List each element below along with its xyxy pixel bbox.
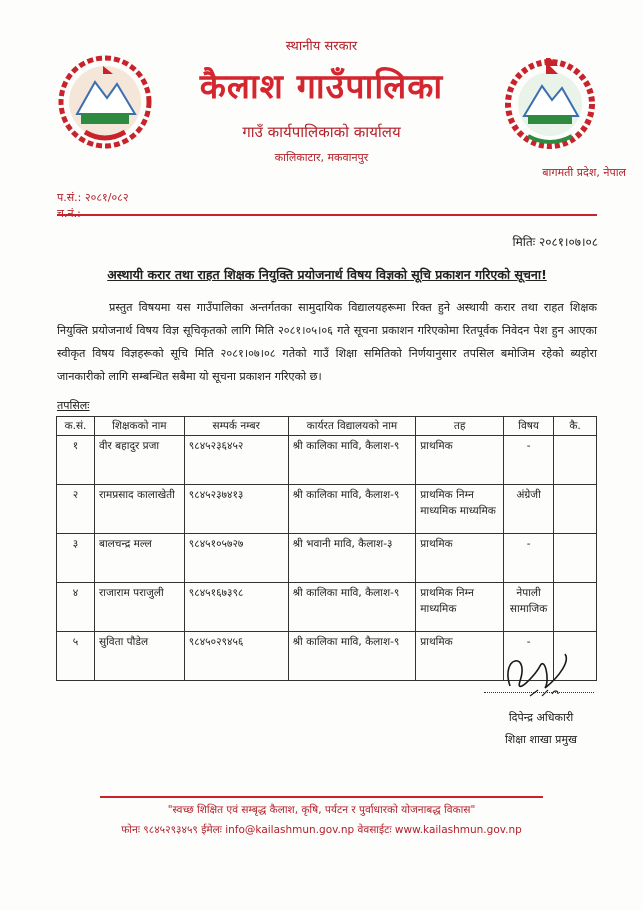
notice-date: मितिः २०८१।०७।०८ [512,235,598,249]
column-header-name: शिक्षकको नाम [94,417,184,436]
organization-name: कैलाश गाउँपालिका [199,67,444,107]
column-header-remarks: कै. [554,417,597,436]
cell-phone: ९८४५१६७३९८ [184,583,288,632]
cell-level: प्राथमिक [416,534,504,583]
cell-level: प्राथमिक [416,436,504,485]
cell-school: श्री कालिका मावि, कैलाश-९ [288,485,416,534]
column-header-serial: क.सं. [57,417,95,436]
cell-subject: अंग्रेजी [504,485,554,534]
office-address: कालिकाटार, मकवानपुर [274,151,369,164]
cell-serial: ४ [57,583,95,632]
column-header-school: कार्यरत विद्यालयको नाम [288,417,416,436]
cell-phone: ९८४५१०५७२७ [184,534,288,583]
table-row [57,436,597,485]
details-label: तपसिलः [57,399,90,412]
cell-name: सुविता पौडेल [94,632,184,681]
footer-divider [100,796,543,798]
province-label: बागमती प्रदेश, नेपाल [542,166,626,179]
cell-name: बालचन्द्र मल्ल [94,534,184,583]
reference-number: प.सं.: २०८१/०८२ [57,191,129,204]
cell-name: वीर बहादुर प्रजा [94,436,184,485]
cell-level: प्राथमिक निम्न माध्यमिक [416,583,504,632]
footer-slogan: "स्वच्छ शिक्षित एवं सम्बृद्ध कैलाश, कृषि, पर्यटन र पुर्वाधारको योजनाबद्ध विकास" [167,804,476,816]
signature-icon [490,646,580,706]
cell-subject: - [504,436,554,485]
cell-school: श्री कालिका मावि, कैलाश-९ [288,632,416,681]
cell-serial: ५ [57,632,95,681]
cell-school: श्री कालिका मावि, कैलाश-९ [288,436,416,485]
cell-school: श्री भवानी मावि, कैलाश-३ [288,534,416,583]
column-header-level: तह [416,417,504,436]
cell-subject: - [504,534,554,583]
cell-serial: २ [57,485,95,534]
government-label: स्थानीय सरकार [285,39,358,54]
footer-contact: फोनः ९८४५२९३४५९ ईमेलः info@kailashmun.gov.np वेवसाईटः www.kailashmun.gov.np [121,824,522,836]
office-name: गाउँ कार्यपालिकाको कार्यालय [242,123,401,141]
notice-body: प्रस्तुत विषयमा यस गाउँपालिका अन्तर्गतका सामुदायिक विद्यालयहरूमा रिक्त हुने अस्थायी करार तथा राहत शिक्षक नियुक्ति प्रयोजनार्थ विषय विज्ञ सूचिकृतको लागि मिति २०८१।०५।०६ गते सूचना प्रकाशन गरिएकोमा रितपूर्वक निवेदन पेश हुन आएका स्वीकृत विषय विज्ञहरूको सूचि मिति २०८१।०७।०८ गतेको गाउँ शिक्षा समितिको निर्णयानुसार तपसिल बमोजिम रहेको ब्यहोरा जानकारीको लागि सम्बन्धित सबैमा यो सूचना प्रकाशन गरिएको छ। [57,301,597,383]
cell-level: प्राथमिक निम्न माध्यमिक माध्यमिक [416,485,504,534]
cell-phone: ९८४५२३७४१३ [184,485,288,534]
cell-subject: नेपाली सामाजिक [504,583,554,632]
signatory-name: दिपेन्द्र अधिकारी [508,711,574,724]
table-header-row [57,417,597,436]
teacher-list-table [56,416,597,681]
cell-name: राजाराम पराजुली [94,583,184,632]
cell-serial: १ [57,436,95,485]
cell-phone: ९८४५२३६४५२ [184,436,288,485]
table-row [57,583,597,632]
signature-line [484,692,594,693]
notice-title: अस्थायी करार तथा राहत शिक्षक नियुक्ति प्रयोजनार्थ विषय विज्ञको सूचि प्रकाशन गरिएको सूचना! [107,267,547,282]
cell-level: प्राथमिक [416,632,504,681]
cell-remarks [554,583,597,632]
cell-name: रामप्रसाद कालाखेती [94,485,184,534]
cell-phone: ९८४५०२९४५६ [184,632,288,681]
header-divider [57,214,597,216]
cell-school: श्री कालिका मावि, कैलाश-९ [288,583,416,632]
table-row [57,534,597,583]
column-header-subject: विषय [504,417,554,436]
signatory-title: शिक्षा शाखा प्रमुख [504,733,578,746]
cell-remarks [554,436,597,485]
table-row [57,485,597,534]
cell-subject: - [504,632,554,681]
cell-remarks [554,485,597,534]
column-header-phone: सम्पर्क नम्बर [184,417,288,436]
cell-remarks [554,534,597,583]
cell-serial: ३ [57,534,95,583]
